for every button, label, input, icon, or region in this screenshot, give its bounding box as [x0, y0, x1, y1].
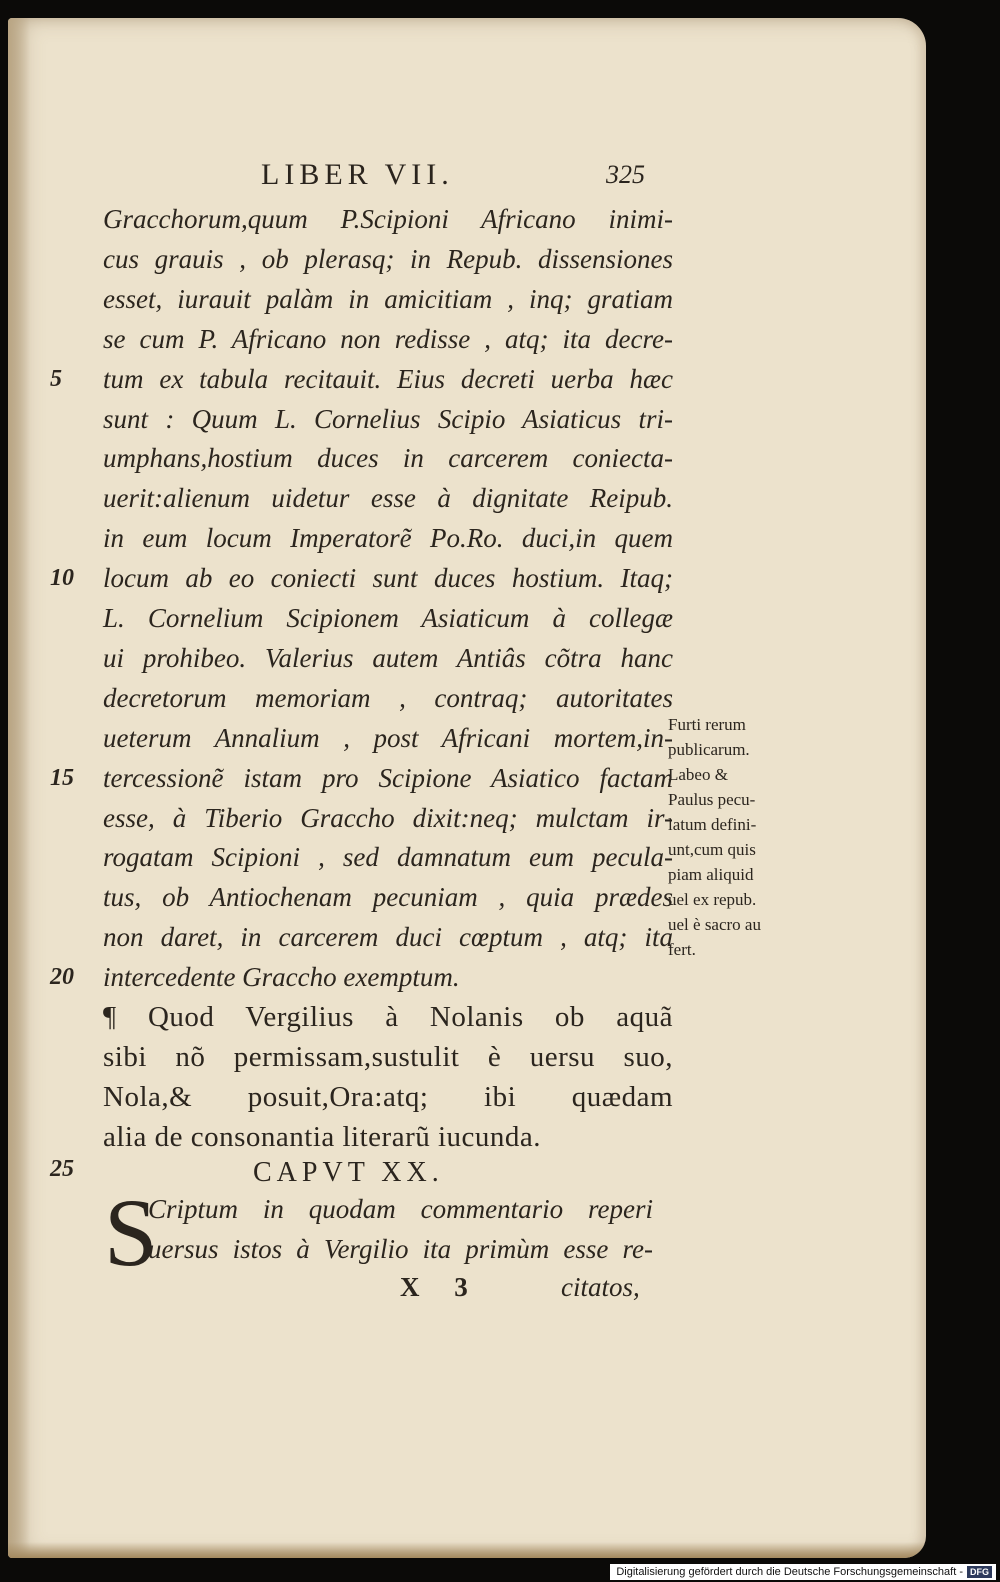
folio-number: 325 — [606, 160, 645, 189]
running-title: LIBER VII. — [261, 158, 454, 191]
text-line: locum ab eo coniecti sunt duces hostium. Itaq; — [103, 563, 673, 593]
chapter-line-2: uersus istos à Vergilio ita primùm esse re- — [148, 1234, 653, 1264]
line-number: 10 — [50, 565, 74, 591]
marginal-note-line: fert. — [668, 940, 696, 959]
text-line: non daret, in carcerem duci cœptum , atq; ita — [103, 922, 673, 952]
text-line: esse, à Tiberio Graccho dixit:neq; mulctam ir- — [103, 803, 673, 833]
text-line: cus grauis , ob plerasq; in Repub. dissensiones — [103, 244, 673, 274]
line-number: 5 — [50, 366, 62, 392]
marginal-note-line: piam aliquid — [668, 865, 754, 884]
marginal-note-line: unt,cum quis — [668, 840, 756, 859]
text-line: se cum P. Africano non redisse , atq; ita decre- — [103, 324, 673, 354]
text-line: umphans,hostium duces in carcerem coniecta- — [103, 443, 673, 473]
marginal-note-line: Labeo & — [668, 765, 728, 784]
text-line: L. Cornelium Scipionem Asiaticum à collegæ — [103, 603, 673, 633]
text-line: sunt : Quum L. Cornelius Scipio Asiaticus tri- — [103, 404, 673, 434]
text-line: ueterum Annalium , post Africani mortem,in- — [103, 723, 673, 753]
line-number: 15 — [50, 765, 74, 791]
line-number: 25 — [50, 1156, 74, 1182]
text-line: intercedente Graccho exemptum. — [103, 962, 460, 992]
text-line: esset, iurauit palàm in amicitiam , inq; gratiam — [103, 284, 673, 314]
dfg-logo: DFG — [967, 1566, 992, 1578]
text-line: in eum locum Imperatorẽ Po.Ro. duci,in quem — [103, 523, 673, 553]
digitization-credit — [610, 1564, 996, 1580]
page-bottom-edge — [8, 1542, 926, 1558]
text-line: Nola,& posuit,Ora:atq; ibi quædam — [103, 1081, 673, 1113]
text-line: ui prohibeo. Valerius autem Antiâs cõtra hanc — [103, 643, 673, 673]
drop-cap: S — [104, 1179, 158, 1286]
text-line: tum ex tabula recitauit. Eius decreti uerba hæc — [103, 364, 673, 394]
text-line: alia de consonantia literarũ iucunda. — [103, 1121, 542, 1153]
chapter-line-1: Criptum in quodam commentario reperi — [148, 1194, 653, 1224]
text-line: uerit:alienum uidetur esse à dignitate Reipub. — [103, 483, 673, 513]
text-line: tus, ob Antiochenam pecuniam , quia prædes — [103, 882, 673, 912]
catchword: citatos, — [561, 1272, 640, 1302]
signature-mark: X 3 — [400, 1272, 482, 1302]
marginal-note-line: Furti rerum — [668, 715, 746, 734]
text-line: rogatam Scipioni , sed damnatum eum pecula- — [103, 842, 673, 872]
text-line: Gracchorum,quum P.Scipioni Africano inimi- — [103, 204, 673, 234]
text-line: decretorum memoriam , contraq; autoritates — [103, 683, 673, 713]
book-page — [8, 18, 926, 1558]
marginal-note-line: uel ex repub. — [668, 890, 757, 909]
text-line: ¶ Quod Vergilius à Nolanis ob aquã — [103, 1001, 673, 1033]
marginal-note-line: uel è sacro au — [668, 915, 761, 934]
text-line: sibi nõ permissam,sustulit è uersu suo, — [103, 1041, 673, 1073]
marginal-note-line: Paulus pecu- — [668, 790, 756, 809]
chapter-heading: CAPVT XX. — [253, 1157, 444, 1188]
marginal-note-line: latum defini- — [668, 815, 757, 834]
text-line: tercessionẽ istam pro Scipione Asiatico factam — [103, 763, 673, 793]
credit-text: Digitalisierung gefördert durch die Deutsche Forschungsgemeinschaft - — [616, 1566, 963, 1578]
marginal-note-line: publicarum. — [668, 740, 750, 759]
line-number: 20 — [50, 964, 74, 990]
page-gutter-shadow — [8, 18, 30, 1558]
